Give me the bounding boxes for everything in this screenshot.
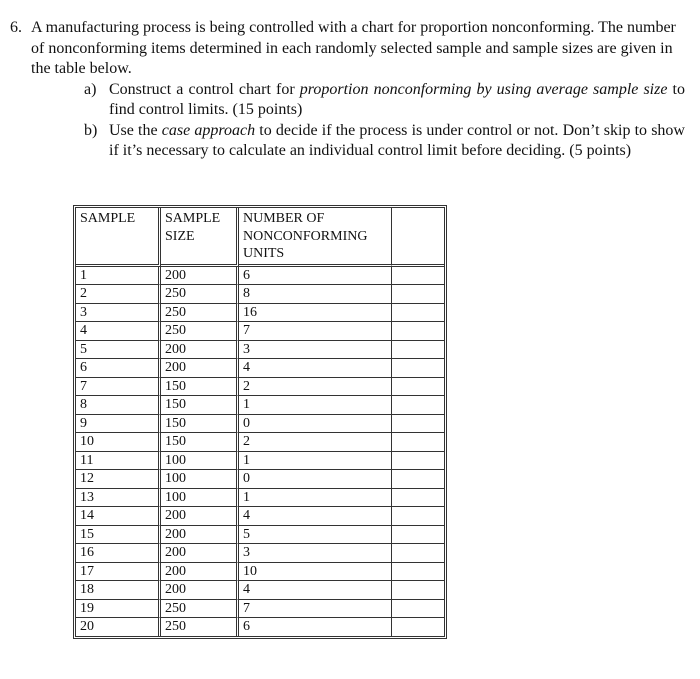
cell-nonconforming: 8: [239, 285, 392, 304]
cell-nonconforming: 16: [239, 304, 392, 323]
cell-sample: 19: [76, 600, 161, 619]
table-row: [76, 415, 444, 434]
part-a-text-2: to find control limits. (15 points): [109, 80, 686, 118]
header-sample-size: SAMPLE SIZE: [161, 208, 239, 267]
question-6: [10, 18, 685, 162]
part-a-italic: proportion nonconforming by using average sample size: [299, 80, 668, 98]
cell-sample-size: 200: [161, 581, 239, 600]
cell-empty: [392, 544, 444, 563]
table-row: [76, 600, 444, 619]
cell-sample-size: 100: [161, 489, 239, 508]
cell-sample: 1: [76, 267, 161, 286]
cell-empty: [392, 618, 444, 636]
cell-empty: [392, 452, 444, 471]
cell-sample: 13: [76, 489, 161, 508]
part-b-text-1: Use the: [109, 121, 162, 139]
cell-nonconforming: 7: [239, 600, 392, 619]
cell-sample: 10: [76, 433, 161, 452]
cell-nonconforming: 0: [239, 470, 392, 489]
table-row: [76, 544, 444, 563]
data-table: [73, 205, 447, 639]
cell-nonconforming: 4: [239, 507, 392, 526]
table-row: [76, 341, 444, 360]
table-row: [76, 563, 444, 582]
cell-sample: 16: [76, 544, 161, 563]
cell-empty: [392, 341, 444, 360]
header-sample: SAMPLE: [76, 208, 161, 267]
cell-sample-size: 150: [161, 396, 239, 415]
cell-sample: 6: [76, 359, 161, 378]
cell-sample: 8: [76, 396, 161, 415]
cell-sample-size: 200: [161, 267, 239, 286]
cell-nonconforming: 3: [239, 341, 392, 360]
cell-empty: [392, 563, 444, 582]
table-row: [76, 322, 444, 341]
cell-nonconforming: 7: [239, 322, 392, 341]
cell-sample-size: 200: [161, 507, 239, 526]
header-nonconforming: NUMBER OF NONCONFORMING UNITS: [239, 208, 392, 267]
cell-nonconforming: 6: [239, 618, 392, 636]
cell-sample: 5: [76, 341, 161, 360]
cell-nonconforming: 0: [239, 415, 392, 434]
part-b: [84, 121, 685, 162]
cell-sample: 11: [76, 452, 161, 471]
table-row: [76, 304, 444, 323]
cell-sample: 15: [76, 526, 161, 545]
cell-empty: [392, 433, 444, 452]
table-row: [76, 526, 444, 545]
cell-sample: 12: [76, 470, 161, 489]
cell-sample-size: 100: [161, 470, 239, 489]
cell-empty: [392, 415, 444, 434]
part-a: [84, 80, 685, 121]
cell-sample-size: 100: [161, 452, 239, 471]
part-a-label: a): [84, 80, 97, 98]
cell-empty: [392, 378, 444, 397]
cell-sample: 4: [76, 322, 161, 341]
cell-sample-size: 250: [161, 600, 239, 619]
part-b-italic: case approach: [161, 121, 256, 139]
table-row: [76, 470, 444, 489]
cell-empty: [392, 470, 444, 489]
cell-sample: 14: [76, 507, 161, 526]
cell-nonconforming: 2: [239, 378, 392, 397]
table-header-row: [76, 208, 444, 267]
cell-empty: [392, 322, 444, 341]
cell-sample-size: 250: [161, 285, 239, 304]
cell-nonconforming: 4: [239, 359, 392, 378]
cell-nonconforming: 1: [239, 452, 392, 471]
cell-sample-size: 200: [161, 563, 239, 582]
cell-sample-size: 250: [161, 618, 239, 636]
question-parts: [84, 80, 685, 162]
cell-empty: [392, 304, 444, 323]
cell-nonconforming: 6: [239, 267, 392, 286]
cell-sample-size: 200: [161, 544, 239, 563]
part-b-text-2: to decide if the process is under control or not. Don’t skip to show if it’s necessary to calculate an individual control limit before deciding. (5 points): [109, 121, 685, 159]
cell-nonconforming: 4: [239, 581, 392, 600]
cell-sample: 7: [76, 378, 161, 397]
table-row: [76, 581, 444, 600]
cell-sample-size: 150: [161, 433, 239, 452]
cell-sample: 2: [76, 285, 161, 304]
cell-sample-size: 200: [161, 359, 239, 378]
table-row: [76, 267, 444, 286]
table-row: [76, 359, 444, 378]
table-row: [76, 433, 444, 452]
cell-sample-size: 200: [161, 341, 239, 360]
cell-empty: [392, 507, 444, 526]
cell-sample-size: 250: [161, 322, 239, 341]
cell-nonconforming: 5: [239, 526, 392, 545]
cell-nonconforming: 10: [239, 563, 392, 582]
cell-sample: 3: [76, 304, 161, 323]
cell-sample-size: 150: [161, 378, 239, 397]
cell-sample-size: 200: [161, 526, 239, 545]
cell-empty: [392, 489, 444, 508]
table-row: [76, 452, 444, 471]
cell-empty: [392, 267, 444, 286]
cell-nonconforming: 3: [239, 544, 392, 563]
table-row: [76, 489, 444, 508]
cell-nonconforming: 2: [239, 433, 392, 452]
cell-sample: 17: [76, 563, 161, 582]
table-row: [76, 396, 444, 415]
table-body: [76, 267, 444, 636]
cell-sample: 18: [76, 581, 161, 600]
table-row: [76, 285, 444, 304]
cell-sample: 20: [76, 618, 161, 636]
table-row: [76, 507, 444, 526]
header-empty: [392, 208, 444, 267]
cell-nonconforming: 1: [239, 396, 392, 415]
cell-sample-size: 150: [161, 415, 239, 434]
table-row: [76, 378, 444, 397]
cell-empty: [392, 526, 444, 545]
question-text: A manufacturing process is being controlled with a chart for proportion nonconforming. The number of nonconforming items determined in each randomly selected sample and sample sizes are given in the table below.: [31, 19, 676, 77]
cell-nonconforming: 1: [239, 489, 392, 508]
cell-empty: [392, 600, 444, 619]
table-row: [76, 618, 444, 636]
part-a-text-1: Construct a control chart for: [109, 80, 300, 98]
cell-empty: [392, 285, 444, 304]
cell-empty: [392, 359, 444, 378]
cell-empty: [392, 581, 444, 600]
cell-sample: 9: [76, 415, 161, 434]
question-number: 6.: [10, 19, 22, 36]
part-b-label: b): [84, 121, 98, 139]
cell-sample-size: 250: [161, 304, 239, 323]
cell-empty: [392, 396, 444, 415]
